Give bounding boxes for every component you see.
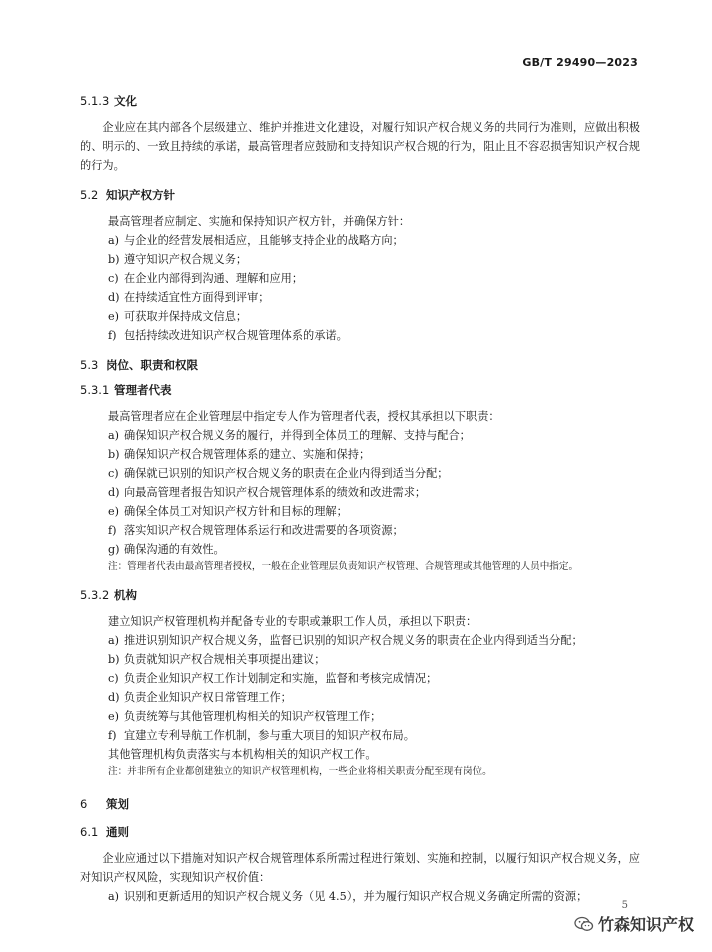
section-number: 5.2	[80, 188, 99, 202]
paragraph-management-rep-intro: 最高管理者应在企业管理层中指定专人作为管理者代表，授权其承担以下职责：	[108, 410, 500, 423]
section-number: 5.3.2	[80, 588, 110, 602]
paragraph-organization-after: 其他管理机构负责落实与本机构相关的知识产权工作。	[108, 748, 377, 761]
list-item: a) 识别和更新适用的知识产权合规义务（见 4.5），并为履行知识产权合规义务确定所需的资源；	[108, 890, 588, 903]
heading-6	[80, 796, 640, 812]
section-title: 岗位、职责和权限	[106, 358, 198, 372]
list-item: a) 与企业的经营发展相适应，且能够支持企业的战略方向；	[108, 234, 404, 247]
paragraph-ip-policy-intro: 最高管理者应制定、实施和保持知识产权方针，并确保方针：	[108, 215, 411, 228]
section-title: 通则	[106, 825, 129, 839]
section-title: 知识产权方针	[106, 188, 175, 202]
section-number: 6.1	[80, 825, 99, 839]
list-item: e) 确保全体员工对知识产权方针和目标的理解；	[108, 505, 348, 518]
list-item: a) 推进识别知识产权合规义务，监督已识别的知识产权合规义务的职责在企业内得到适当分配；	[108, 634, 583, 647]
section-number: 6	[80, 797, 88, 811]
wechat-icon	[574, 916, 594, 932]
list-ip-policy	[80, 231, 640, 345]
heading-5-1-3	[80, 93, 640, 109]
list-item: g) 确保沟通的有效性。	[108, 543, 225, 556]
list-item: b) 负责就知识产权合规相关事项提出建议；	[108, 653, 326, 666]
paragraph-planning-general: 企业应通过以下措施对知识产权合规管理体系所需过程进行策划、实施和控制，以履行知识产权合规义务，应对知识产权风险，实现知识产权价值：	[80, 852, 640, 884]
list-item: d) 负责企业知识产权日常管理工作；	[108, 691, 292, 704]
section-title: 策划	[106, 797, 129, 811]
watermark	[574, 912, 694, 935]
list-item: f) 宜建立专利导航工作机制，参与重大项目的知识产权布局。	[108, 729, 415, 742]
list-item: f) 包括持续改进知识产权合规管理体系的承诺。	[108, 329, 348, 342]
list-item: e) 负责统筹与其他管理机构相关的知识产权管理工作；	[108, 710, 382, 723]
list-item: e) 可获取并保持成文信息；	[108, 310, 248, 323]
heading-5-2	[80, 187, 640, 203]
heading-5-3-2	[80, 587, 640, 603]
standard-code: GB/T 29490—2023	[522, 56, 638, 69]
list-item: c) 在企业内部得到沟通、理解和应用；	[108, 272, 304, 285]
list-item: d) 在持续适宜性方面得到评审；	[108, 291, 270, 304]
paragraph-culture: 企业应在其内部各个层级建立、维护并推进文化建设，对履行知识产权合规义务的共同行为准则，应做出积极的、明示的、一致且持续的承诺，最高管理者应鼓励和支持知识产权合规的行为，阻止且不容忍损害知识产权合规的行为。	[80, 121, 640, 172]
section-title: 机构	[114, 588, 137, 602]
heading-5-3	[80, 357, 640, 373]
section-title: 管理者代表	[114, 383, 172, 397]
list-item: a) 确保知识产权合规义务的履行，并得到全体员工的理解、支持与配合；	[108, 429, 471, 442]
list-item: b) 确保知识产权合规管理体系的建立、实施和保持；	[108, 448, 371, 461]
section-number: 5.3.1	[80, 383, 110, 397]
page-number: 5	[621, 900, 628, 911]
watermark-text: 竹森知识产权	[597, 915, 694, 934]
heading-6-1	[80, 824, 640, 840]
list-organization	[80, 631, 640, 745]
note-organization: 注：并非所有企业都创建独立的知识产权管理机构，一些企业将相关职责分配至现有岗位。	[108, 766, 492, 777]
section-title: 文化	[114, 94, 137, 108]
list-item: b) 遵守知识产权合规义务；	[108, 253, 248, 266]
paragraph-organization-intro: 建立知识产权管理机构并配备专业的专职或兼职工作人员，承担以下职责：	[108, 615, 478, 628]
list-item: d) 向最高管理者报告知识产权合规管理体系的绩效和改进需求；	[108, 486, 427, 499]
section-number: 5.1.3	[80, 94, 110, 108]
heading-5-3-1	[80, 382, 640, 398]
page-content	[80, 93, 640, 906]
list-management-rep	[80, 426, 640, 559]
list-item: c) 负责企业知识产权工作计划制定和实施，监督和考核完成情况；	[108, 672, 438, 685]
list-planning	[80, 887, 640, 906]
section-number: 5.3	[80, 358, 99, 372]
list-item: f) 落实知识产权合规管理体系运行和改进需要的各项资源；	[108, 524, 404, 537]
list-item: c) 确保就已识别的知识产权合规义务的职责在企业内得到适当分配；	[108, 467, 449, 480]
note-management-rep: 注：管理者代表由最高管理者授权，一般在企业管理层负责知识产权管理、合规管理或其他管理的人员中指定。	[108, 561, 579, 572]
